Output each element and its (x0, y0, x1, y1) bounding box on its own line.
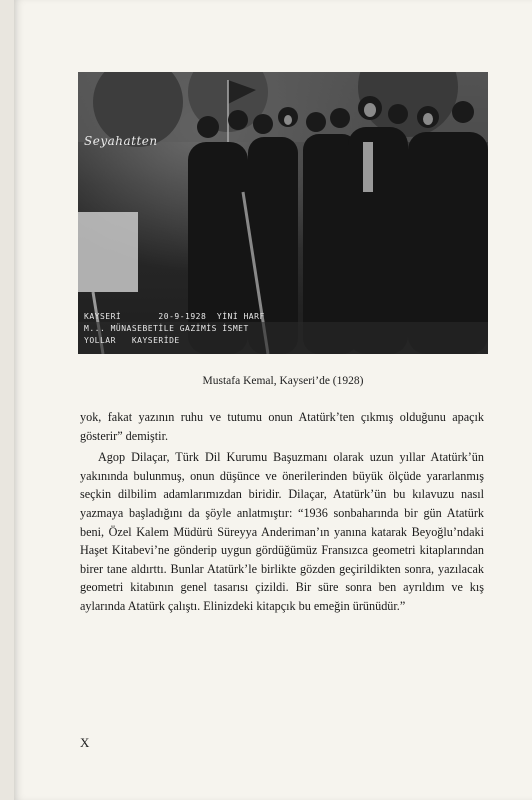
photo-caption: Mustafa Kemal, Kayseri’de (1928) (202, 375, 364, 387)
paragraph-1: yok, fakat yazının ruhu ve tutumu onun Atatürk’ten çıkmış olduğunu apaçık gösterir” demiştir. (80, 410, 484, 443)
photo-overlay-line2: M... MÜNASEBETİLE GAZİMİS İSMET (84, 324, 249, 333)
paragraph-2: Agop Dilaçar, Türk Dil Kurumu Başuzmanı olarak uzun yıllar Atatürk’ün yakınında bulunmuş, onun düşünce ve önerilerinden büyük ölçüde yararlanmış seçkin dilbilim adamlarımızdan biridir. Dilaçar, Atatürk’ün bu kılavuzu nasıl yazmaya başladığını da şöyle anlatmıştır: “1936 sonbaharında bir gün Atatürk beni, Özel Kalem Müdürü Süreyya Anderiman’ın yanına katarak Beyoğlu’ndaki Haşet Kitabevi’ne gönderip uygun gördüğümüz Fransızca geometri kitaplarından birer tane aldırttı. Bunlar Atatürk’le birlikte gözden geçirildikten sonra, yazılacak geometri kitabının genel tasarısı çizildi. Bir süre sonra ben ayrıldım ve kış aylarında Atatürk çalıştı. Elinizdeki kitapçık bu emeğin ürünüdür.” (80, 450, 484, 613)
photo-overlay-line3: YOLLAR KAYSERİDE (84, 336, 180, 345)
body-text (80, 408, 484, 616)
historical-photograph (78, 72, 488, 354)
photo-overlay-line1: KAYSERİ 20-9-1928 YİNİ HARF (84, 312, 265, 321)
page-number: X (80, 735, 90, 750)
photo-handwriting: Seyahatten (84, 134, 158, 148)
book-page (14, 0, 532, 800)
